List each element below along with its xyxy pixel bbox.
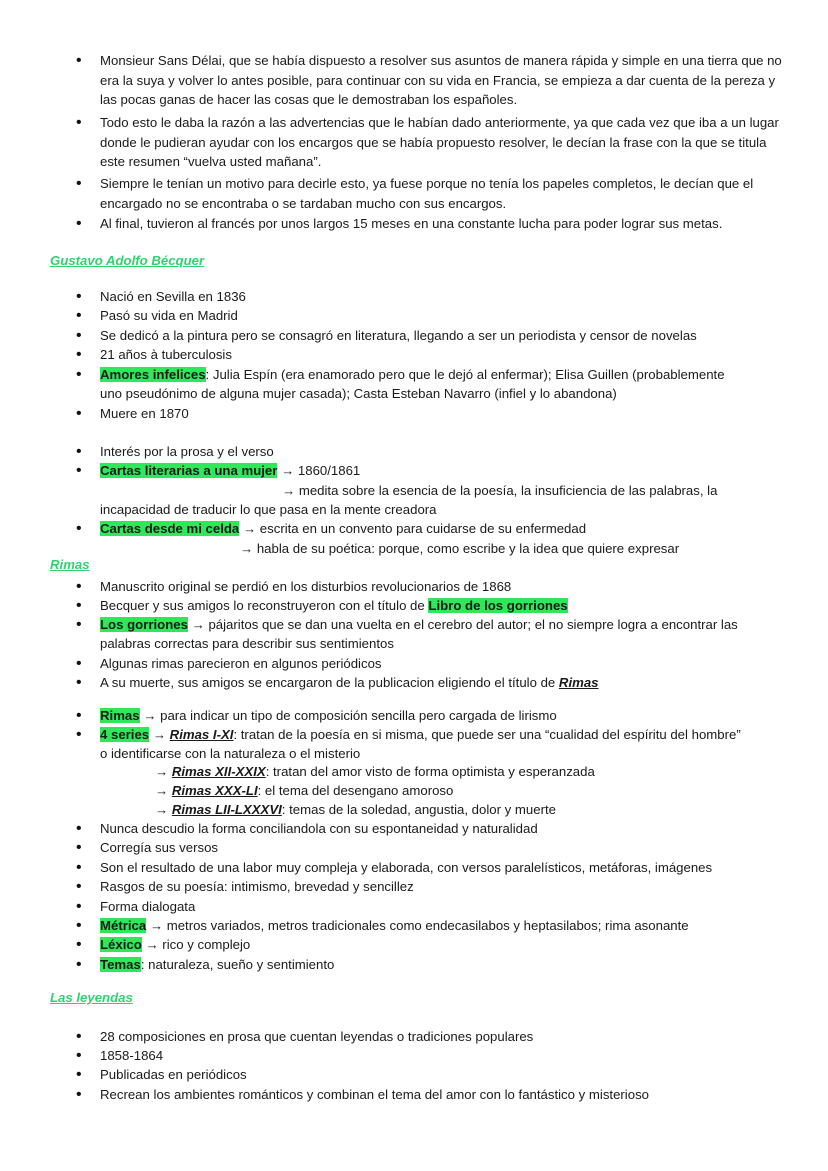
bullet-marker [76,406,84,414]
intro-bullet-4: Al final, tuvieron al francés por unos largos 15 meses en una constante lucha para poder lograr sus metas. [100,216,723,231]
rimas-bullet-9: Corregía sus versos [100,840,218,855]
rimas-bullet-8: Nunca descudio la forma conciliandola con su espontaneidad y naturalidad [100,821,538,836]
intro-bullet-3: Siempre le tenían un motivo para decirle esto, ya fuese porque no tenía los papeles completos, le decían que el encargado no se encontraba o se tardaban mucho con sus encargos. [100,176,754,211]
bullet-marker [76,899,84,907]
bullet-marker [76,1029,84,1037]
rimas-series-4: Rimas LII-LXXXVI [171,802,282,817]
bullet-marker [76,918,84,926]
rimas-bullet-3-cont: palabras correctas para describir sus sentimientos [100,636,394,651]
becquer-bullet-1: Nació en Sevilla en 1836 [100,289,246,304]
rimas-series-1: Rimas I-XI [169,727,234,742]
bullet-marker [76,598,84,606]
rimas-bullet-15 [100,955,790,975]
highlight-cartas-literarias: Cartas literarias a una mujer [100,463,278,478]
rimas-bullet-3-text: → pájaritos que se dan una vuelta en el cerebro del autor; el no siempre logra a encontrar las [191,617,738,632]
intro-bullet-1: Monsieur Sans Délai, que se había dispuesto a resolver sus asuntos de manera rápida y simple en una tierra que no era la suya y volver lo antes posible, para continuar con su vida en Francia, se empieza a dar cuenta de la pereza y las pocas ganas de hacer las cosas que le demostraban los españoles. [100,53,782,108]
leyendas-bullet-4: Recrean los ambientes románticos y combinan el tema del amor con lo fantástico y misterioso [100,1087,649,1102]
rimas-series-3-arrow: → [155,783,172,798]
bullet-marker [76,1087,84,1095]
bullet-marker [76,1048,84,1056]
section-heading-leyendas: Las leyendas [50,990,133,1005]
becquer-bullet-9-text: → escrita en un convento para cuidarse de su enfermedad [242,521,587,536]
section-heading-rimas: Rimas [50,557,90,572]
rimas-bullet-10: Son el resultado de una labor muy compleja y elaborada, con versos paralelísticos, metáforas, imágenes [100,860,713,875]
bullet-marker [76,937,84,945]
rimas-series-2: Rimas XII-XXIX [171,764,266,779]
rimas-series-2-line [155,762,755,782]
leyendas-bullet-2: 1858-1864 [100,1048,164,1063]
bullet-marker [76,727,84,735]
bullet-marker [76,328,84,336]
highlight-cartas-celda: Cartas desde mi celda [100,521,240,536]
highlight-los-gorriones: Los gorriones [100,617,188,632]
becquer-bullet-6: Muere en 1870 [100,406,189,421]
rimas-bullet-2 [100,596,790,616]
bullet-marker [76,675,84,683]
rimas-series-1-text: : tratan de la poesía en si misma, que puede ser una “cualidad del espíritu del hombre” [233,727,741,742]
highlight-amores-infelices: Amores infelices [100,367,206,382]
rimas-bullet-5 [100,673,790,693]
becquer-bullet-7: Interés por la prosa y el verso [100,444,274,459]
bullet-marker [76,879,84,887]
becquer-bullet-8-text: → 1860/1861 [281,463,361,478]
bullet-marker [76,115,84,123]
becquer-bullet-8-sub: → medita sobre la esencia de la poesía, la insuficiencia de las palabras, la [282,483,718,498]
bullet-marker [76,957,84,965]
bullet-marker [76,444,84,452]
rimas-title-link: Rimas [558,675,599,690]
becquer-bullet-5-cont: uno pseudónimo de alguna mujer casada); Casta Esteban Navarro (infiel y lo abandona) [100,386,617,401]
becquer-bullet-8-cont: incapacidad de traducir lo que pasa en la mente creadora [100,502,437,517]
bullet-marker [76,216,84,224]
becquer-bullet-3: Se dedicó a la pintura pero se consagró en literatura, llegando a ser un periodista y censor de novelas [100,328,697,343]
rimas-series-4-arrow: → [155,802,172,817]
becquer-bullet-2: Pasó su vida en Madrid [100,308,238,323]
bullet-marker [76,347,84,355]
bullet-marker [76,176,84,184]
highlight-libro-gorriones: Libro de los gorriones [428,598,568,613]
highlight-lexico: Léxico [100,937,142,952]
rimas-bullet-14-text: → rico y complejo [145,937,251,952]
rimas-bullet-2-text: Becquer y sus amigos lo reconstruyeron con el título de [100,598,429,613]
rimas-bullet-14 [100,935,790,955]
rimas-series-4-text: : temas de la soledad, angustia, dolor y muerte [281,802,556,817]
highlight-rimas: Rimas [100,708,140,723]
bullet-marker [76,308,84,316]
bullet-marker [76,521,84,529]
leyendas-bullet-3: Publicadas en periódicos [100,1067,247,1082]
bullet-marker [76,289,84,297]
becquer-bullet-9-sub: → habla de su poética: porque, como escribe y la idea que quiere expresar [240,541,680,556]
rimas-series-4-line [155,800,755,820]
becquer-bullet-5-text: : Julia Espín (era enamorado pero que le dejó al enfermar); Elisa Guillen (probablemente [205,367,725,382]
bullet-marker [76,1067,84,1075]
highlight-4-series: 4 series [100,727,150,742]
rimas-bullet-12: Forma dialogata [100,899,196,914]
rimas-series-arrow: → [152,727,170,742]
rimas-series-3-line [155,781,755,801]
rimas-bullet-15-text: : naturaleza, sueño y sentimiento [140,957,335,972]
bullet-marker [76,656,84,664]
bullet-marker [76,463,84,471]
section-heading-becquer: Gustavo Adolfo Bécquer [50,253,205,268]
rimas-bullet-7 [100,725,790,745]
rimas-series-2-text: : tratan del amor visto de forma optimista y esperanzada [265,764,595,779]
rimas-bullet-1: Manuscrito original se perdió en los disturbios revolucionarios de 1868 [100,579,512,594]
rimas-series-2-arrow: → [155,764,172,779]
rimas-bullet-11: Rasgos de su poesía: intimismo, brevedad y sencillez [100,879,414,894]
bullet-marker [76,617,84,625]
bullet-marker [76,53,84,61]
highlight-metrica: Métrica [100,918,147,933]
bullet-marker [76,708,84,716]
bullet-marker [76,367,84,375]
becquer-bullet-4: 21 años à tuberculosis [100,347,232,362]
rimas-bullet-6 [100,706,790,726]
rimas-bullet-7-cont: o identificarse con la naturaleza o el misterio [100,746,361,761]
rimas-bullet-4: Algunas rimas parecieron en algunos periódicos [100,656,382,671]
leyendas-bullet-1: 28 composiciones en prosa que cuentan leyendas o tradiciones populares [100,1029,534,1044]
bullet-marker [76,860,84,868]
becquer-bullet-8 [100,461,790,481]
becquer-bullet-9 [100,519,790,539]
intro-bullet-2: Todo esto le daba la razón a las advertencias que le habían dado anteriormente, ya que cada vez que iba a un lugar donde le pudieran ayudar con los encargos que se había propuesto resolver, le decían la frase con la que se titula este resumen “vuelva usted mañana”. [100,115,779,170]
bullet-marker [76,579,84,587]
bullet-marker [76,821,84,829]
bullet-marker [76,840,84,848]
rimas-series-3: Rimas XXX-LI [171,783,258,798]
rimas-bullet-13-text: → metros variados, metros tradicionales como endecasilabos y heptasilabos; rima asonante [149,918,689,933]
rimas-bullet-13 [100,916,790,936]
rimas-bullet-6-text: → para indicar un tipo de composición sencilla pero cargada de lirismo [143,708,557,723]
rimas-bullet-5-text: A su muerte, sus amigos se encargaron de la publicacion eligiendo el título de [100,675,559,690]
rimas-series-3-text: : el tema del desengano amoroso [257,783,454,798]
rimas-bullet-3 [100,615,790,635]
highlight-temas: Temas [100,957,141,972]
becquer-bullet-5 [100,365,790,385]
